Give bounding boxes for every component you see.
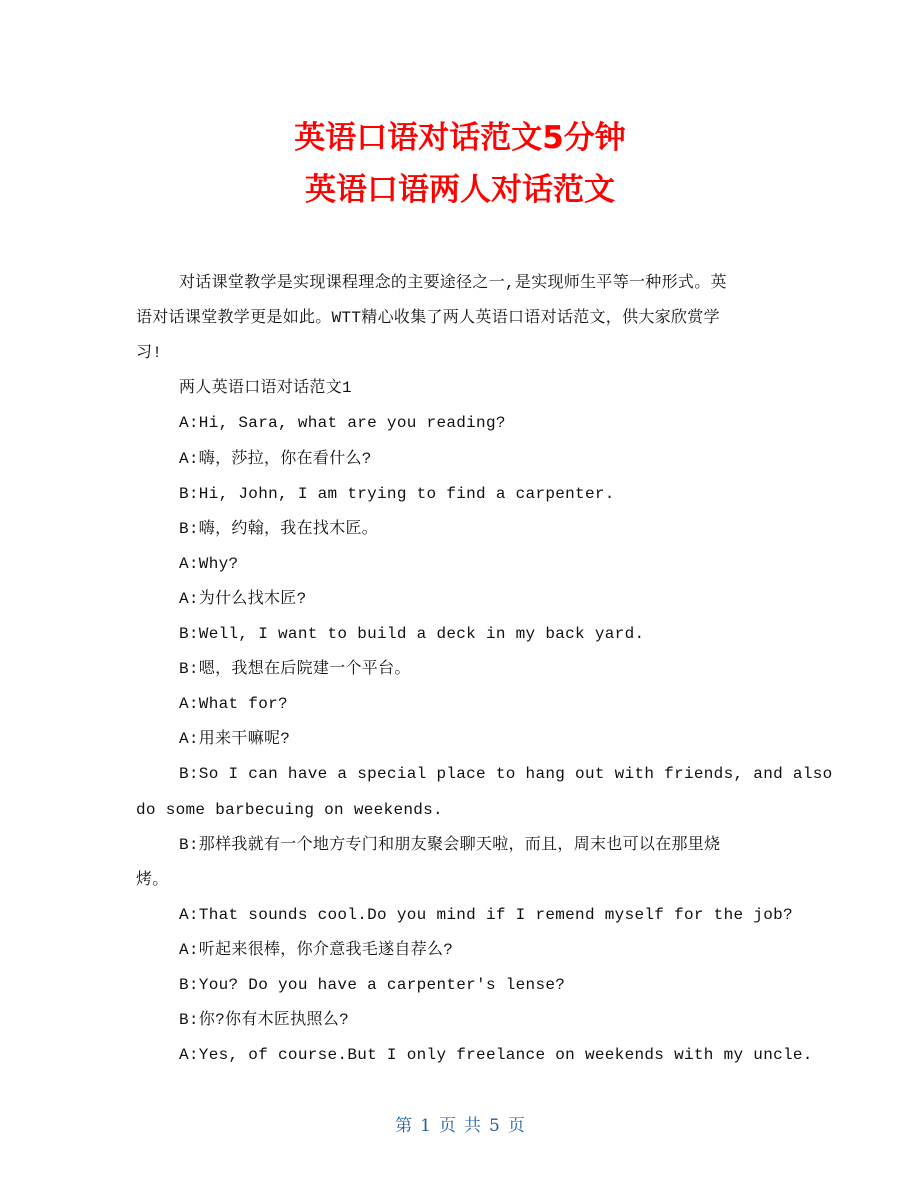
text-line: A:Hi, Sara, what are you reading? [179,414,506,433]
text-line: do some barbecuing on weekends. [136,800,443,819]
total-pages: 5 [489,1116,500,1136]
text-line: B:Well, I want to build a deck in my back yard. [179,625,645,643]
page-label: 第 [395,1116,413,1136]
text-line: A:That sounds cool.Do you mind if I remend myself for the job? [179,905,793,924]
text-line: A:What for? [179,695,288,714]
page-footer [0,1113,920,1139]
text-line: 习! [136,344,163,363]
document-title-line-2: 英语口语两人对话范文 [305,172,615,208]
document-title-line-1: 英语口语对话范文5分钟 [294,120,626,156]
text-line: A:用来干嘛呢? [179,730,291,749]
text-line: A:听起来很棒，你介意我毛遂自荐么? [179,940,454,959]
page-number: 1 [420,1116,431,1136]
text-line: A:为什么找木匠? [179,589,307,608]
text-line: B:你?你有木匠执照么? [179,1011,350,1030]
text-line: B:嗨，约翰，我在找木匠。 [179,519,379,538]
text-line: 语对话课堂教学更是如此。WTT精心收集了两人英语口语对话范文，供大家欣赏学 [136,309,720,328]
page-unit: 页 [439,1116,456,1136]
text-line: 两人英语口语对话范文1 [179,379,352,398]
total-unit: 页 [507,1116,525,1136]
text-line: B:那样我就有一个地方专门和朋友聚会聊天啦，而且，周末也可以在那里烧 [179,835,721,854]
text-line: A:Yes, of course.But I only freelance on weekends with my uncle. [179,1046,813,1065]
text-line: B:嗯，我想在后院建一个平台。 [179,660,411,679]
text-line: B:So I can have a special place to hang out with friends, and also [179,765,833,784]
text-line: 烤。 [136,870,169,889]
text-line: A:嗨，莎拉，你在看什么? [179,449,372,468]
text-line: 对话课堂教学是实现课程理念的主要途径之一,是实现师生平等一种形式。英 [179,274,727,292]
text-line: B:Hi, John, I am trying to find a carpenter. [179,484,615,503]
text-line: B:You? Do you have a carpenter's lense? [179,976,566,994]
total-label: 共 [464,1116,481,1136]
text-line: A:Why? [179,554,239,573]
